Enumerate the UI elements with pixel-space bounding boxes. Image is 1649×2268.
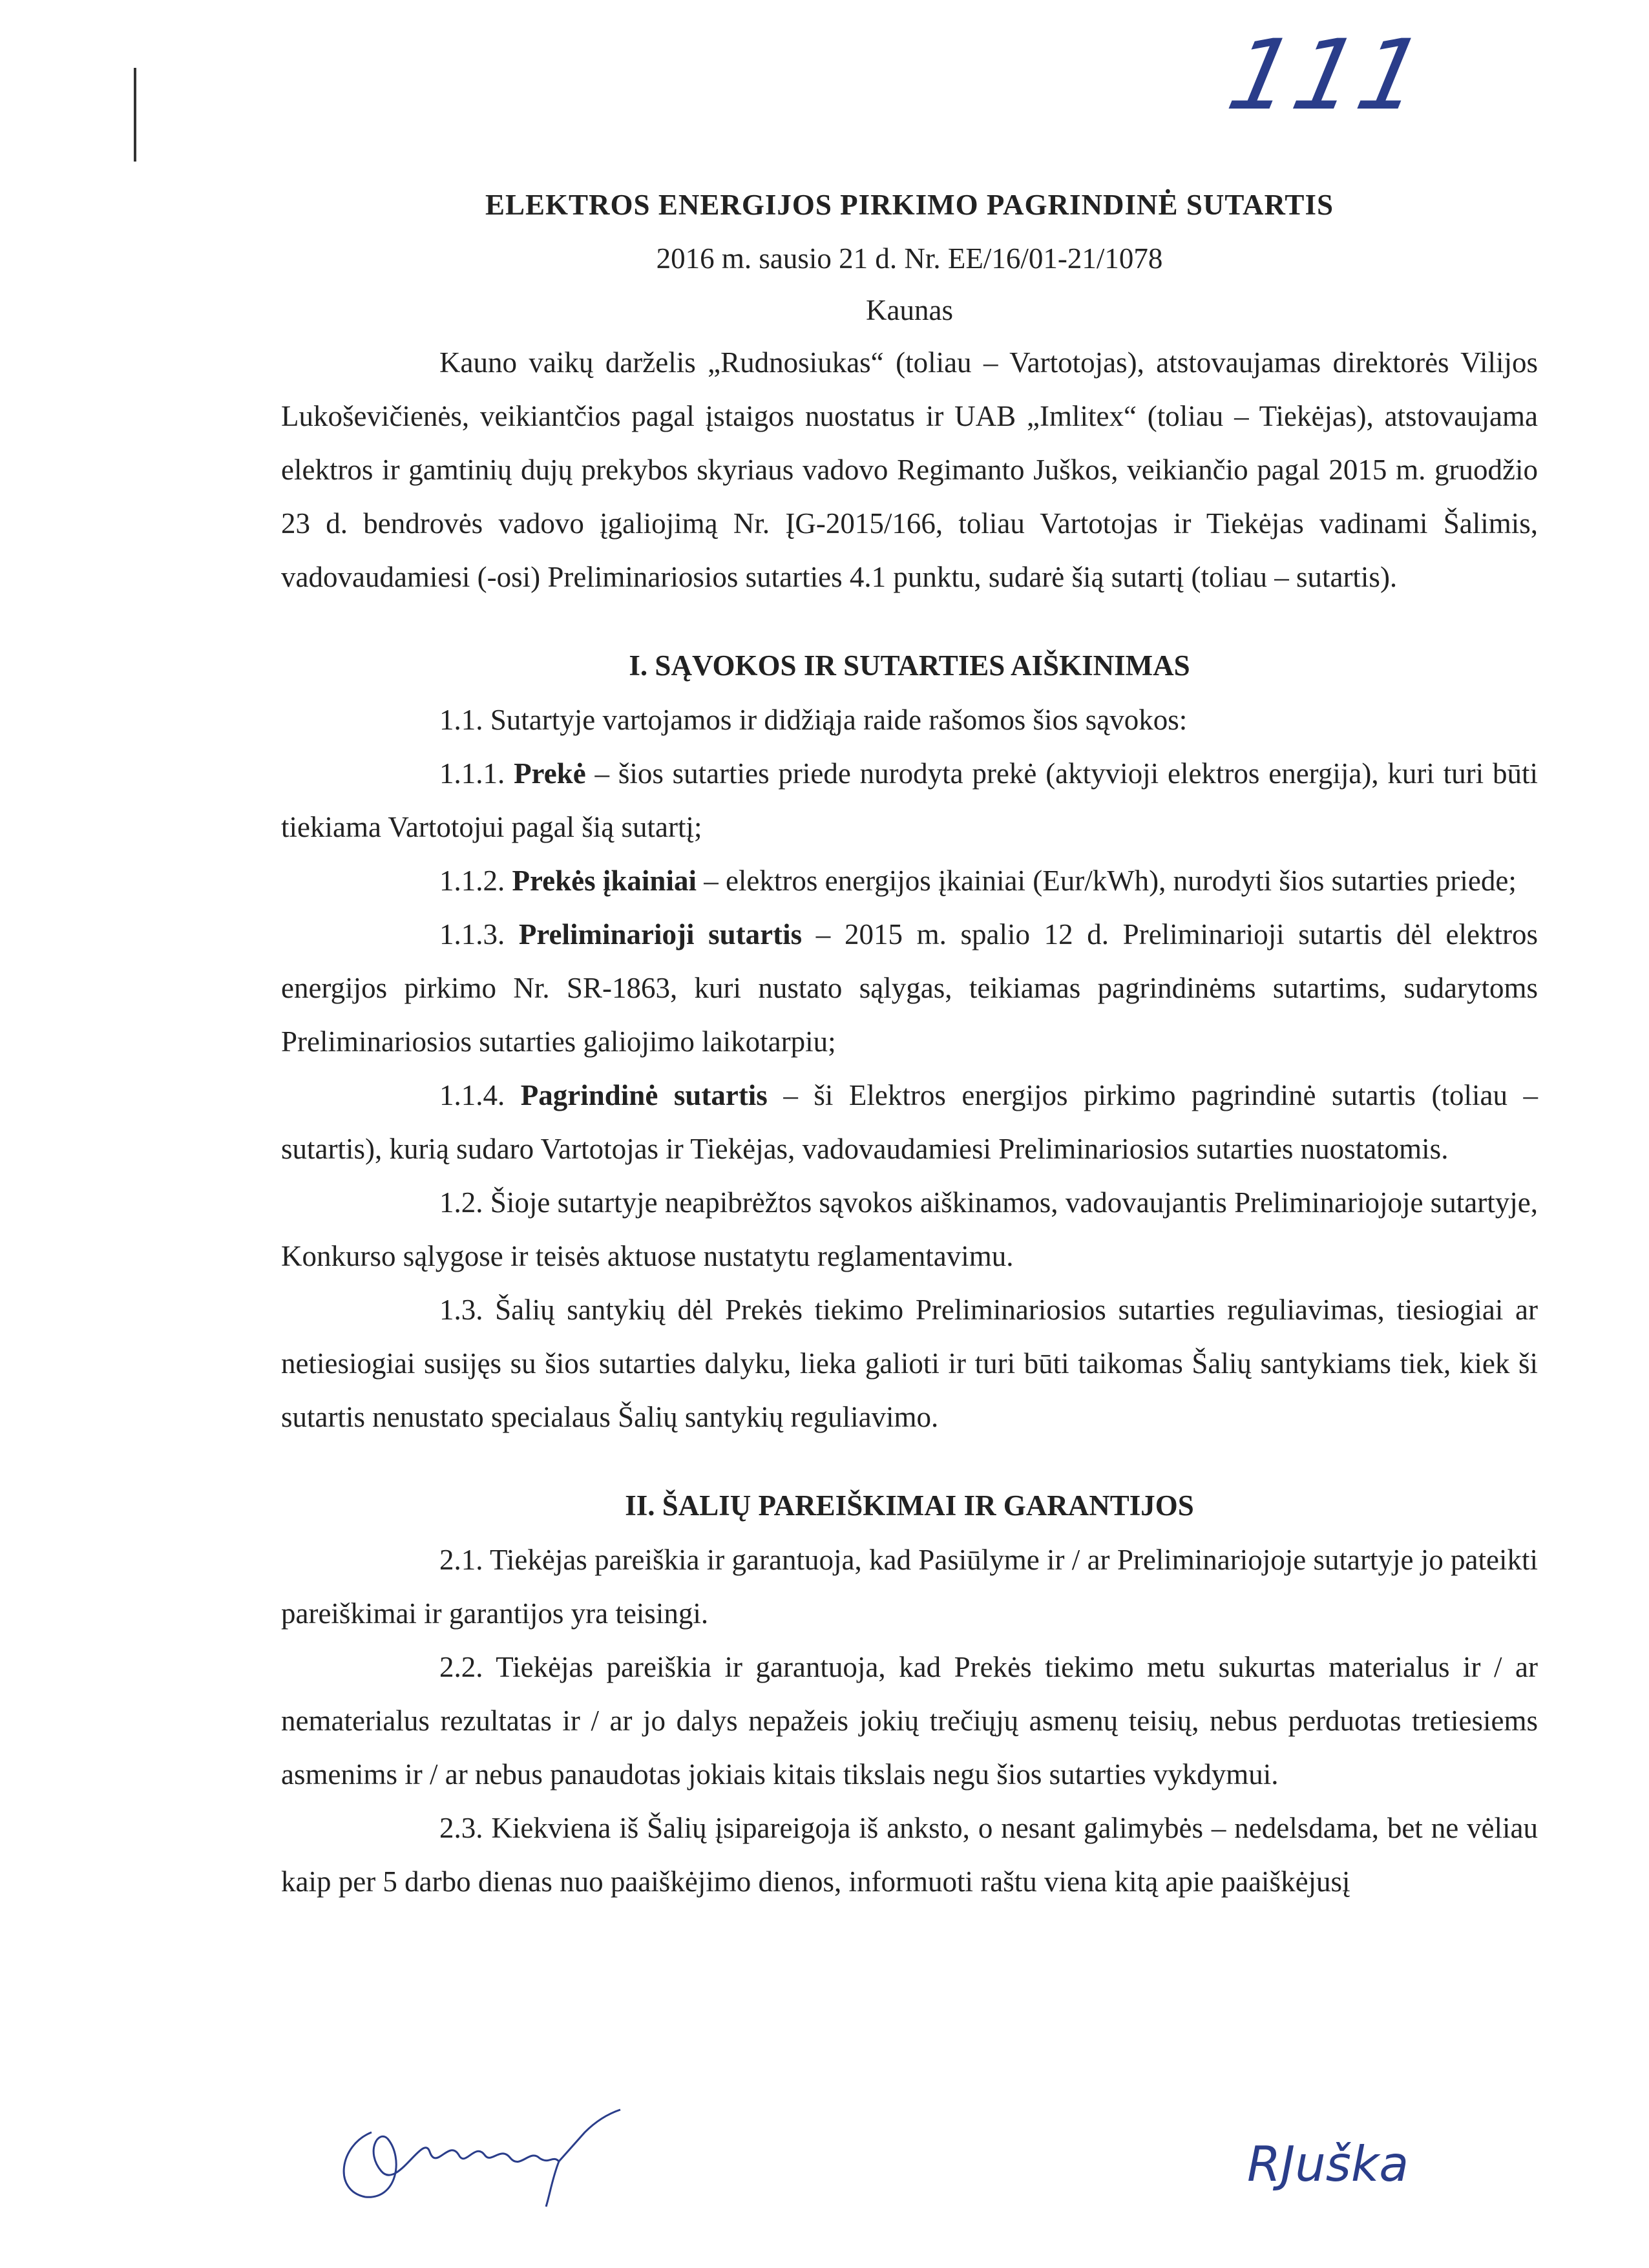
clause-2-1: 2.1. Tiekėjas pareiškia ir garantuoja, kad Pasiūlyme ir / ar Preliminariojoje sutartyje jo pateikti pareiškimai ir garantijos yra teisingi. <box>281 1544 1538 1630</box>
clause-1-1-3 <box>281 908 1538 1069</box>
signature-left-drawing <box>326 2094 636 2210</box>
section-1-title: I. SĄVOKOS IR SUTARTIES AIŠKINIMAS <box>629 649 1190 682</box>
clause-1-1: 1.1. Sutartyje vartojamos ir didžiąja raide rašomos šios sąvokos: <box>439 704 1188 736</box>
clause-number: 1.1.3. <box>439 918 505 950</box>
intro-paragraph: Kauno vaikų darželis „Rudnosiukas“ (toliau – Vartotojas), atstovaujamas direktorės Vilijos Lukoševičienės, veikiantčios pagal įstaigos nuostatus ir UAB „Imlitex“ (toliau – Tiekėjas), atstovaujama elektros ir gamtinių dujų prekybos skyriaus vadovo Regimanto Juškos, veikiančio pagal 2015 m. gruodžio 23 d. bendrovės vadovo įgaliojimą Nr. ĮG-2015/166, toliau Vartotojas ir Tiekėjas vadinami Šalimis, vadovaudamiesi (-osi) Preliminariosios sutarties 4.1 punktu, sudarė šią sutartį (toliau – sutartis). <box>281 346 1538 593</box>
clause-1-1-1 <box>281 747 1538 854</box>
clause-1-1-4 <box>281 1069 1538 1176</box>
clause-text: – šios sutarties priede nurodyta prekė (aktyvioji elektros energija), kuri turi būti tiekiama Vartotojui pagal šią sutartį; <box>281 757 1538 843</box>
clause-2-2: 2.2. Tiekėjas pareiškia ir garantuoja, kad Prekės tiekimo metu sukurtas materialus ir / ar nematerialus rezultatas ir / ar jo dalys nepažeis jokių trečiųjų asmenų teisių, nebus perduotas tretiesiems asmenims ir / ar nebus panaudotas jokiais kitais tikslais negu šios sutarties vykdymui. <box>281 1651 1538 1790</box>
clause-1-2: 1.2. Šioje sutartyje neapibrėžtos sąvokos aiškinamos, vadovaujantis Preliminariojoje sutartyje, Konkurso sąlygose ir teisės aktuose nustatytu reglamentavimu. <box>281 1186 1538 1272</box>
clause-2-3: 2.3. Kiekviena iš Šalių įsipareigoja iš anksto, o nesant galimybės – nedelsdama, bet ne vėliau kaip per 5 darbo dienas nuo paaiškėjimo dienos, informuoti raštu viena kitą apie paaiškėjusį <box>281 1812 1538 1898</box>
clause-text: – elektros energijos įkainiai (Eur/kWh), nurodyti šios sutarties priede; <box>696 865 1517 897</box>
clause-number: 1.1.2. <box>439 865 505 897</box>
document-title: ELEKTROS ENERGIJOS PIRKIMO PAGRINDINĖ SUTARTIS <box>485 189 1334 221</box>
clause-text: – ši Elektros energijos pirkimo pagrindinė sutartis (toliau – sutartis), kurią sudaro Vartotojas ir Tiekėjas, vadovaudamiesi Preliminariosios sutarties nuostatomis. <box>281 1079 1539 1165</box>
clause-number: 1.1.4. <box>439 1079 505 1111</box>
defined-term: Pagrindinė sutartis <box>520 1079 768 1111</box>
signature-right: RJuška <box>1247 2136 1409 2192</box>
clause-number: 1.1.1. <box>439 757 505 790</box>
document-body <box>281 178 1538 1909</box>
clause-text: – 2015 m. spalio 12 d. Preliminarioji sutartis dėl elektros energijos pirkimo Nr. SR-1863, kuri nustato sąlygas, teikiamas pagrindinėms sutartims, sudarytoms Preliminariosios sutarties galiojimo laikotarpiu; <box>281 918 1538 1058</box>
defined-term: Preliminarioji sutartis <box>518 918 803 950</box>
signature-left <box>326 2094 636 2210</box>
document-date-number: 2016 m. sausio 21 d. Nr. EE/16/01-21/1078 <box>656 242 1163 275</box>
defined-term: Prekės įkainiai <box>512 865 697 897</box>
clause-1-1-2 <box>281 854 1538 908</box>
handwritten-page-number: 111 <box>1219 19 1436 132</box>
section-2-title: II. ŠALIŲ PAREIŠKIMAI IR GARANTIJOS <box>625 1489 1194 1522</box>
document-city: Kaunas <box>866 294 953 326</box>
margin-mark <box>134 68 136 162</box>
clause-1-3: 1.3. Šalių santykių dėl Prekės tiekimo Preliminariosios sutarties reguliavimas, tiesiogiai ar netiesiogiai susijęs su šios sutarties dalyku, lieka galioti ir turi būti taikomas Šalių santykiams tiek, kiek ši sutartis nenustato specialaus Šalių santykių reguliavimo. <box>281 1294 1538 1433</box>
defined-term: Prekė <box>514 757 586 790</box>
